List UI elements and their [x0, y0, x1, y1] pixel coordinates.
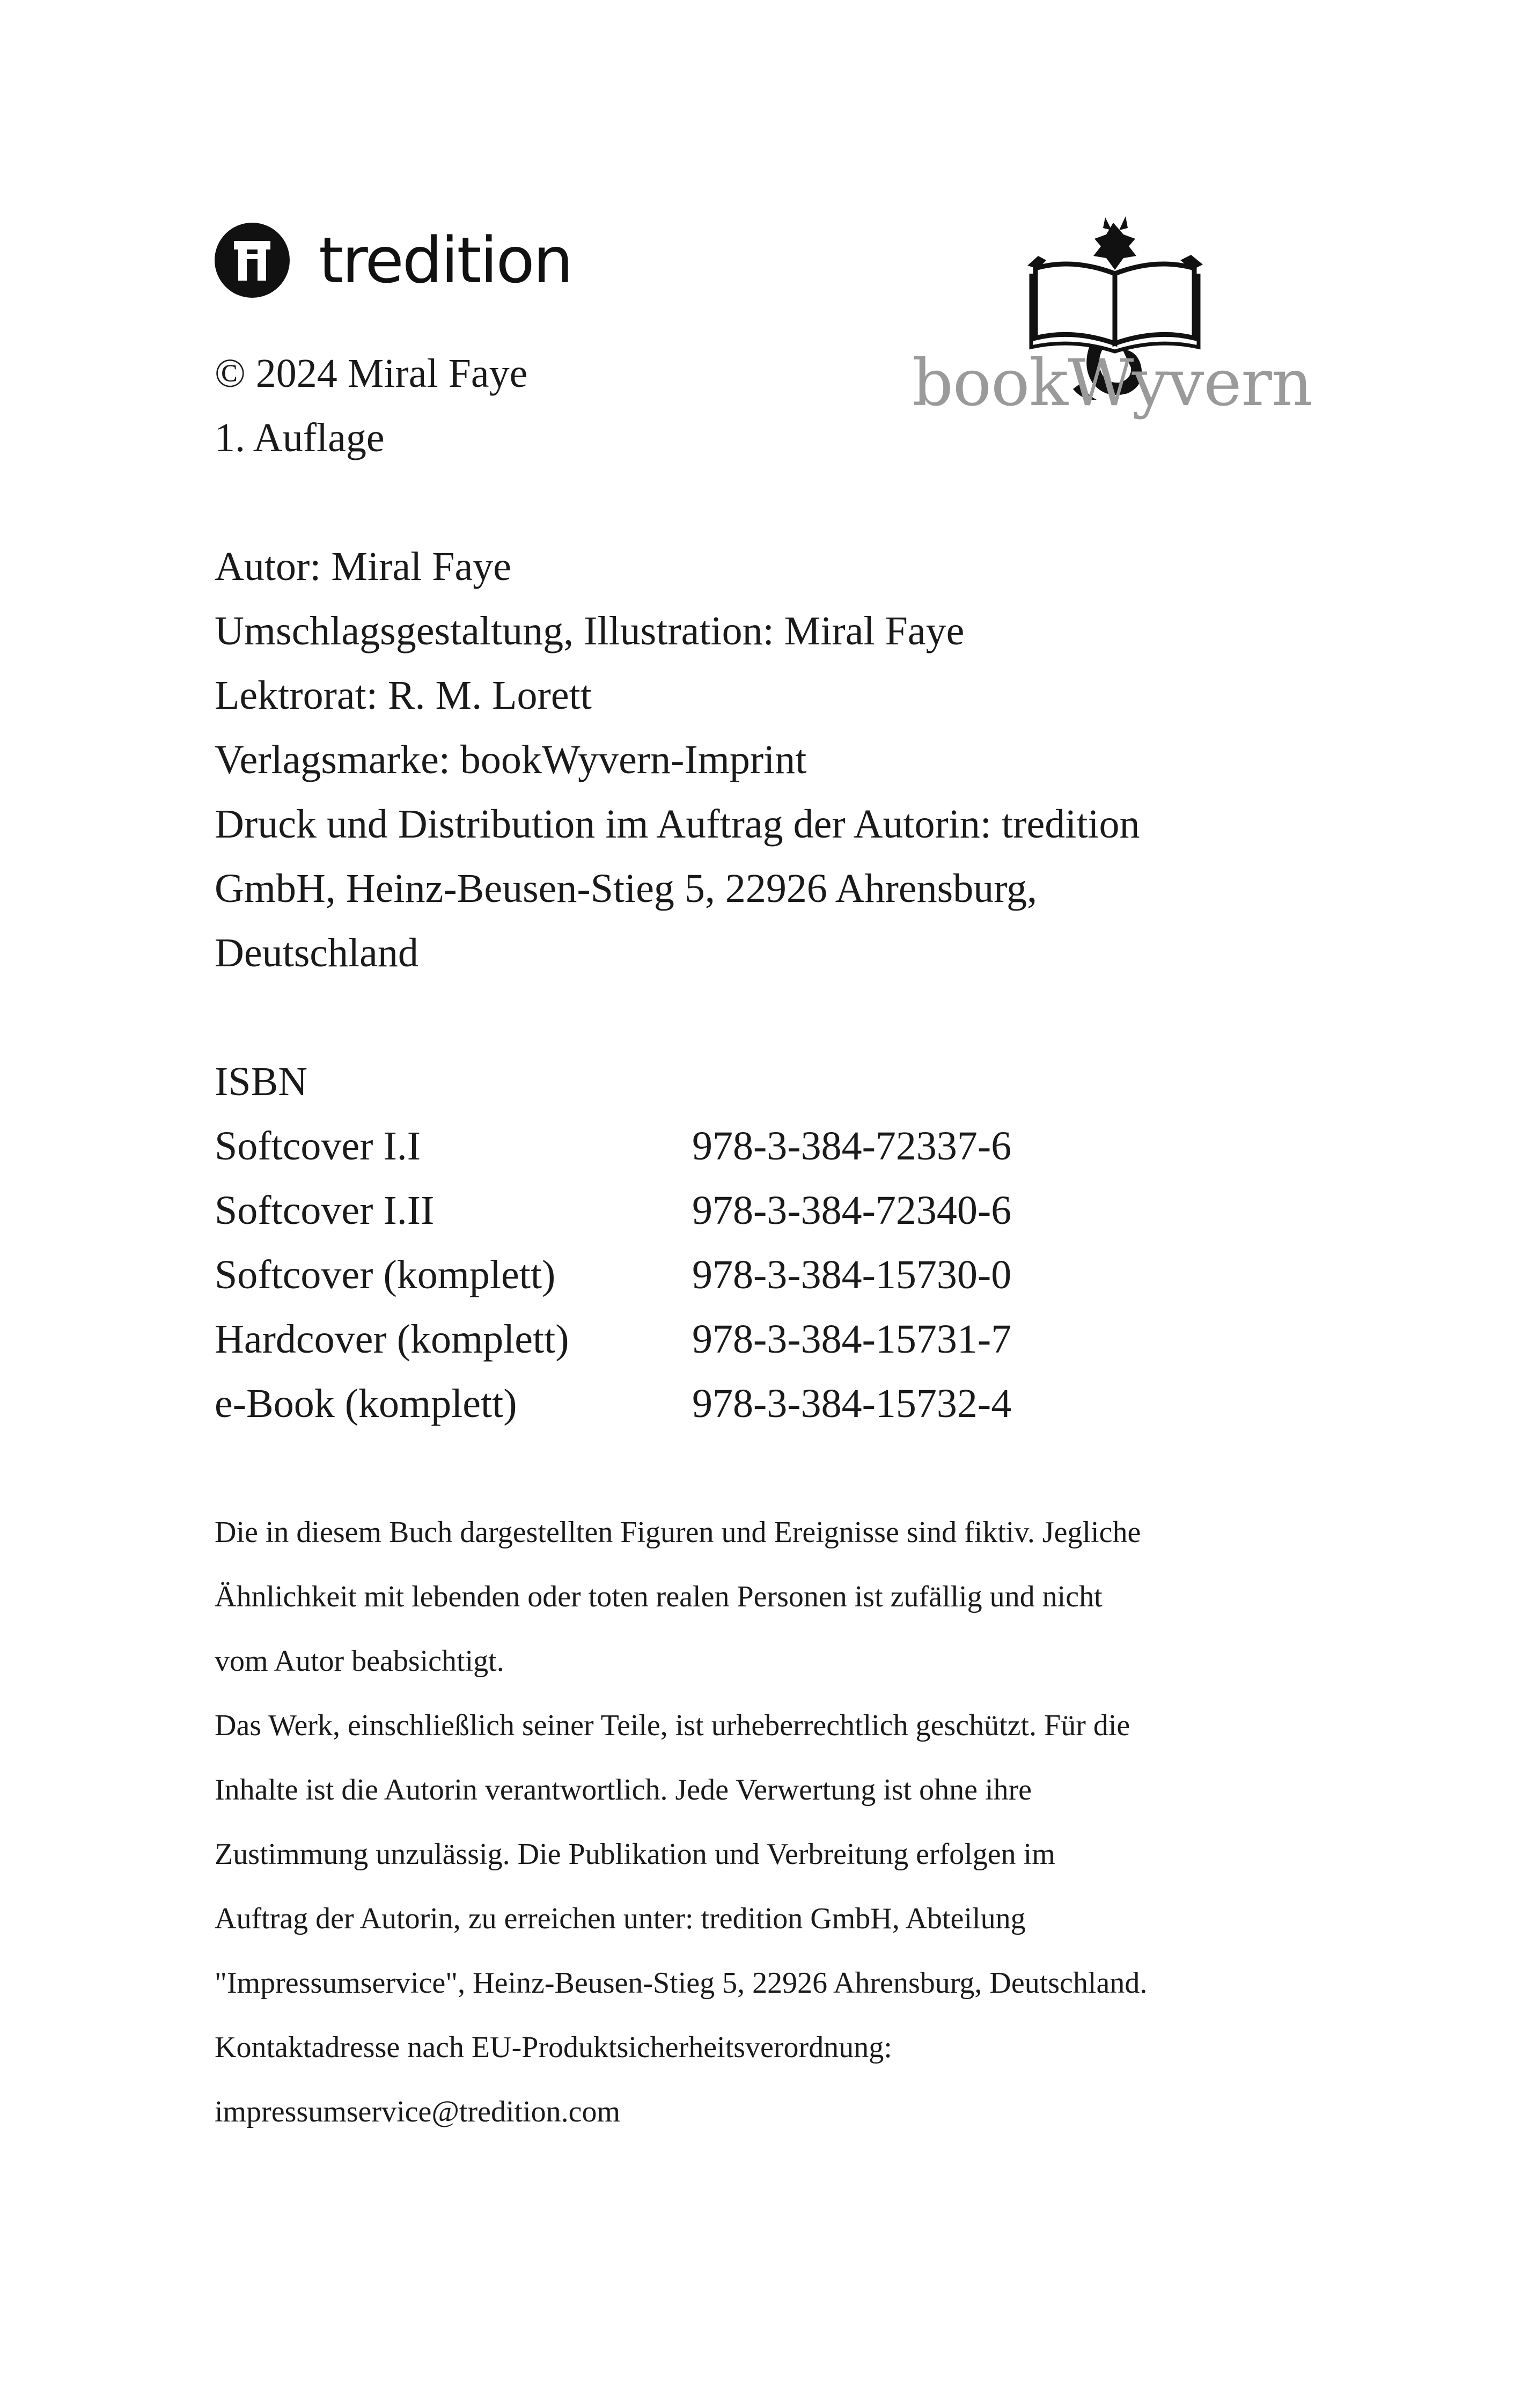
isbn-label: Softcover I.II — [215, 1188, 435, 1233]
isbn-label: Softcover (komplett) — [215, 1252, 556, 1297]
legal-line: Auftrag der Autorin, zu erreichen unter: tredition GmbH, Abteilung — [215, 1902, 1026, 1935]
legal-notice — [215, 1500, 1147, 2144]
legal-line: Zustimmung unzulässig. Die Publikation und Verbreitung erfolgen im — [215, 1838, 1055, 1871]
contact-email: impressumservice@tredition.com — [215, 2095, 621, 2128]
credit-author: Autor: Miral Faye — [215, 544, 512, 589]
isbn-row — [215, 1178, 1073, 1243]
isbn-row — [215, 1114, 1073, 1178]
isbn-block — [215, 1049, 1073, 1436]
isbn-row — [215, 1371, 1073, 1436]
isbn-number: 978-3-384-72337-6 — [692, 1124, 1012, 1169]
isbn-row — [215, 1243, 1073, 1307]
legal-line: vom Autor beabsichtigt. — [215, 1645, 504, 1678]
tredition-wordmark: tredition — [319, 223, 572, 297]
isbn-row — [215, 1307, 1073, 1371]
isbn-label: Softcover I.I — [215, 1124, 421, 1169]
isbn-heading-text: ISBN — [215, 1059, 308, 1104]
credit-imprint: Verlagsmarke: bookWyvern-Imprint — [215, 737, 807, 782]
isbn-number: 978-3-384-15731-7 — [692, 1317, 1012, 1362]
legal-line: Das Werk, einschließlich seiner Teile, ist urheberrechtlich geschützt. Für die — [215, 1709, 1130, 1742]
credit-editor: Lektrorat: R. M. Lorett — [215, 673, 592, 718]
credit-print-line-2: GmbH, Heinz-Beusen-Stieg 5, 22926 Ahrensburg, — [215, 866, 1038, 911]
isbn-number: 978-3-384-15730-0 — [692, 1252, 1012, 1297]
legal-line: Inhalte ist die Autorin verantwortlich. Jede Verwertung ist ohne ihre — [215, 1773, 1032, 1807]
isbn-number: 978-3-384-15732-4 — [692, 1381, 1012, 1426]
isbn-heading — [215, 1049, 1073, 1114]
copyright-line: © 2024 Miral Faye — [215, 351, 528, 396]
credits-block — [215, 534, 1140, 985]
legal-line: "Impressumservice", Heinz-Beusen-Stieg 5, 22926 Ahrensburg, Deutschland. — [215, 1966, 1148, 2000]
bookwyvern-logo — [912, 207, 1320, 443]
credit-print-line-1: Druck und Distribution im Auftrag der Autorin: tredition — [215, 802, 1140, 847]
credit-cover: Umschlagsgestaltung, Illustration: Miral Faye — [215, 608, 965, 654]
credit-print-line-3: Deutschland — [215, 930, 418, 975]
isbn-number: 978-3-384-72340-6 — [692, 1188, 1012, 1233]
copyright-block — [215, 341, 527, 470]
legal-line: Die in diesem Buch dargestellten Figuren und Ereignisse sind fiktiv. Jegliche — [215, 1516, 1141, 1549]
edition-line: 1. Auflage — [215, 415, 385, 460]
bookwyvern-wordmark: bookWyvern — [912, 346, 1312, 421]
legal-line: Kontaktadresse nach EU-Produktsicherheitsverordnung: — [215, 2031, 892, 2064]
isbn-label: e-Book (komplett) — [215, 1381, 517, 1426]
legal-line: Ähnlichkeit mit lebenden oder toten realen Personen ist zufällig und nicht — [215, 1580, 1103, 1613]
isbn-label: Hardcover (komplett) — [215, 1317, 569, 1362]
tredition-mark-icon — [215, 223, 290, 298]
tredition-logo — [215, 217, 572, 303]
